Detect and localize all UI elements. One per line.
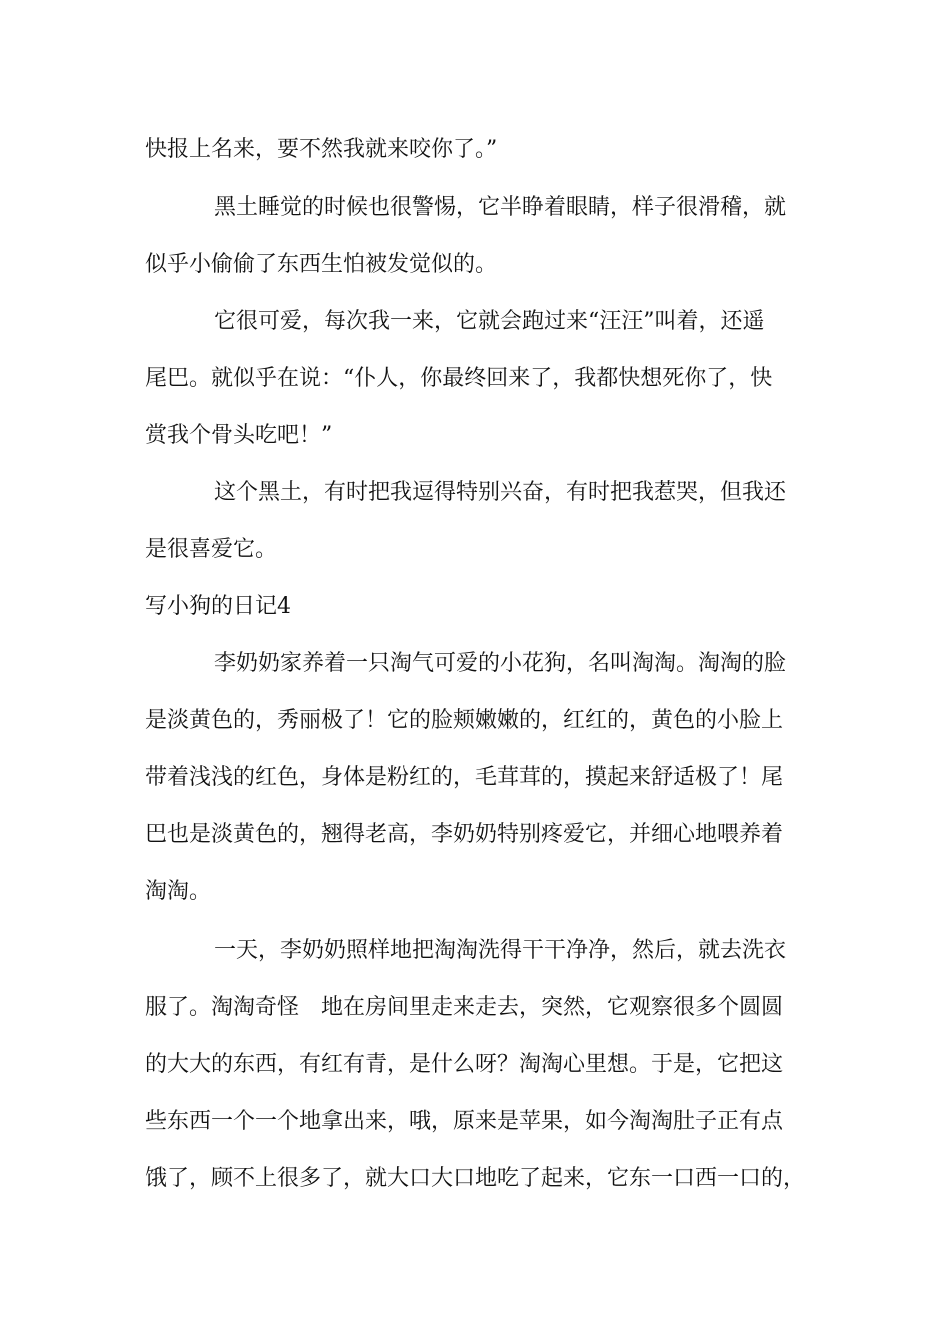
text-fragment: 地在房间里走来走去，突然，它观察很多个圆圆 [321,995,784,1020]
text-line: 巴也是淡黄色的，翘得老高，李奶奶特别疼爱它，并细心地喂养着 [145,822,784,847]
paragraph-start: 黑土睡觉的时候也很警惕，它半睁着眼睛，样子很滑稽，就 [214,195,787,220]
text-fragment: 服了。淘淘奇怪 [145,995,300,1020]
text-line [145,993,825,1023]
paragraph-start: 这个黑土，有时把我逗得特别兴奋，有时把我惹哭，但我还 [214,480,787,505]
text-line: 快报上名来，要不然我就来咬你了。” [145,137,498,162]
text-line: 是淡黄色的，秀丽极了！它的脸颊嫩嫩的，红红的，黄色的小脸上 [145,708,784,733]
text-line: 赏我个骨头吃吧！” [145,423,333,448]
text-line: 的大大的东西，有红有青，是什么呀？淘淘心里想。于是，它把这 [145,1052,784,1077]
text-line: 带着浅浅的红色，身体是粉红的，毛茸茸的，摸起来舒适极了！尾 [145,765,784,790]
paragraph-start: 它很可爱，每次我一来，它就会跑过来“汪汪”叫着，还遥 [214,309,765,334]
text-line: 似乎小偷偷了东西生怕被发觉似的。 [145,252,498,277]
section-heading: 写小狗的日记4 [145,594,291,619]
paragraph-start: 一天，李奶奶照样地把淘淘洗得干干净净，然后，就去洗衣 [214,938,787,963]
text-line: 尾巴。就似乎在说：“仆人，你最终回来了，我都快想死你了，快 [145,366,773,391]
text-line: 淘淘。 [145,879,212,904]
paragraph-start: 李奶奶家养着一只淘气可爱的小花狗，名叫淘淘。淘淘的脸 [214,651,787,676]
text-line: 是很喜爱它。 [145,537,278,562]
text-line: 些东西一个一个地拿出来，哦，原来是苹果，如今淘淘肚子正有点 [145,1109,784,1134]
text-line: 饿了，顾不上很多了，就大口大口地吃了起来，它东一口西一口的， [145,1166,806,1191]
